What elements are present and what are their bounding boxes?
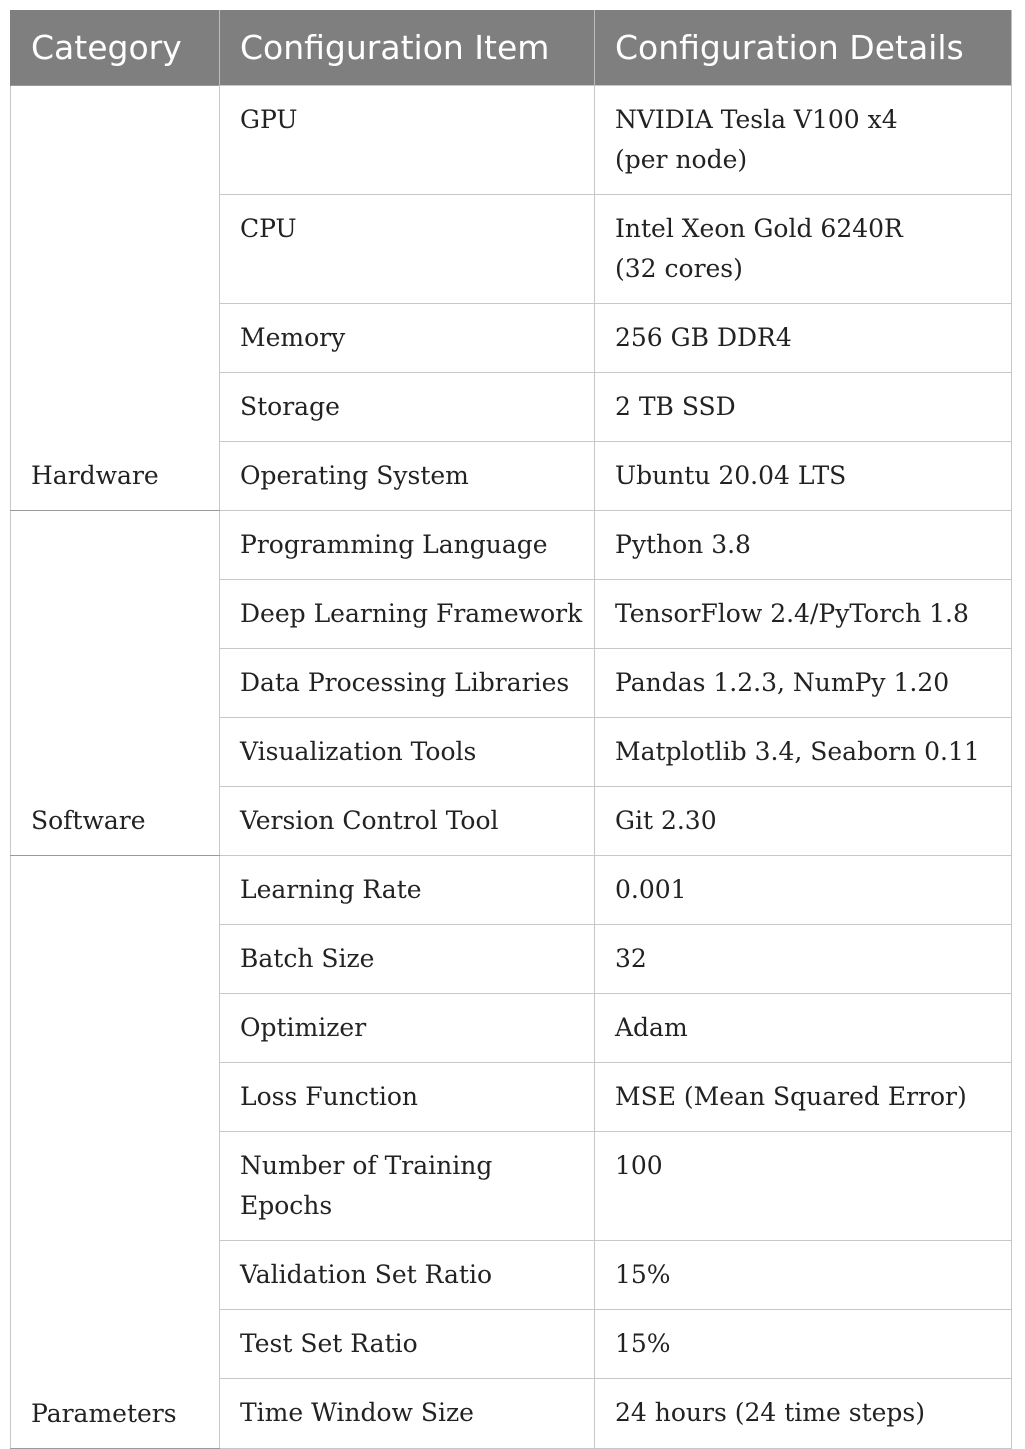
config-item-cell: Number of Training Epochs — [220, 1131, 595, 1240]
config-detail-cell: Pandas 1.2.3, NumPy 1.20 — [595, 648, 1012, 717]
table-body — [11, 85, 1012, 1448]
header-configuration-details: Configuration Details — [595, 10, 1012, 85]
category-cell-hardware: Hardware — [11, 85, 220, 510]
config-detail-cell: 256 GB DDR4 — [595, 303, 1012, 372]
config-item-cell: Batch Size — [220, 924, 595, 993]
config-detail-cell: Adam — [595, 993, 1012, 1062]
detail-line: (32 cores) — [615, 253, 743, 283]
config-item-cell: Loss Function — [220, 1062, 595, 1131]
config-detail-cell: 24 hours (24 time steps) — [595, 1378, 1012, 1448]
config-item-cell: CPU — [220, 194, 595, 303]
header-configuration-item: Configuration Item — [220, 10, 595, 85]
config-item-cell: Validation Set Ratio — [220, 1240, 595, 1309]
config-item-cell: Optimizer — [220, 993, 595, 1062]
config-detail-cell: 100 — [595, 1131, 1012, 1240]
config-detail-cell: Ubuntu 20.04 LTS — [595, 441, 1012, 510]
header-category: Category — [11, 10, 220, 85]
config-item-cell: Deep Learning Framework — [220, 579, 595, 648]
table-row — [11, 510, 1012, 579]
config-item-cell: Operating System — [220, 441, 595, 510]
configuration-table — [10, 10, 1012, 1449]
category-cell-software: Software — [11, 510, 220, 855]
config-item-cell: Test Set Ratio — [220, 1309, 595, 1378]
config-detail-cell — [595, 194, 1012, 303]
config-item-cell: Time Window Size — [220, 1378, 595, 1448]
table-row — [11, 855, 1012, 924]
config-detail-cell: Matplotlib 3.4, Seaborn 0.11 — [595, 717, 1012, 786]
config-detail-cell: 32 — [595, 924, 1012, 993]
config-detail-cell: Git 2.30 — [595, 786, 1012, 855]
config-item-cell: Storage — [220, 372, 595, 441]
config-detail-cell: MSE (Mean Squared Error) — [595, 1062, 1012, 1131]
table-header — [11, 10, 1012, 85]
config-detail-cell — [595, 85, 1012, 194]
config-detail-cell: 0.001 — [595, 855, 1012, 924]
config-item-cell: Learning Rate — [220, 855, 595, 924]
config-detail-cell: 15% — [595, 1309, 1012, 1378]
config-item-cell: Version Control Tool — [220, 786, 595, 855]
detail-line: (per node) — [615, 144, 748, 174]
config-item-cell: Visualization Tools — [220, 717, 595, 786]
config-detail-cell: TensorFlow 2.4/PyTorch 1.8 — [595, 579, 1012, 648]
config-item-cell: GPU — [220, 85, 595, 194]
config-detail-cell: 15% — [595, 1240, 1012, 1309]
detail-line: NVIDIA Tesla V100 x4 — [615, 104, 898, 134]
config-detail-cell: Python 3.8 — [595, 510, 1012, 579]
config-detail-cell: 2 TB SSD — [595, 372, 1012, 441]
table-row — [11, 85, 1012, 194]
config-item-cell: Data Processing Libraries — [220, 648, 595, 717]
header-row — [11, 10, 1012, 85]
config-item-cell: Programming Language — [220, 510, 595, 579]
detail-line: Intel Xeon Gold 6240R — [615, 213, 903, 243]
category-cell-parameters: Parameters — [11, 855, 220, 1448]
config-item-cell: Memory — [220, 303, 595, 372]
